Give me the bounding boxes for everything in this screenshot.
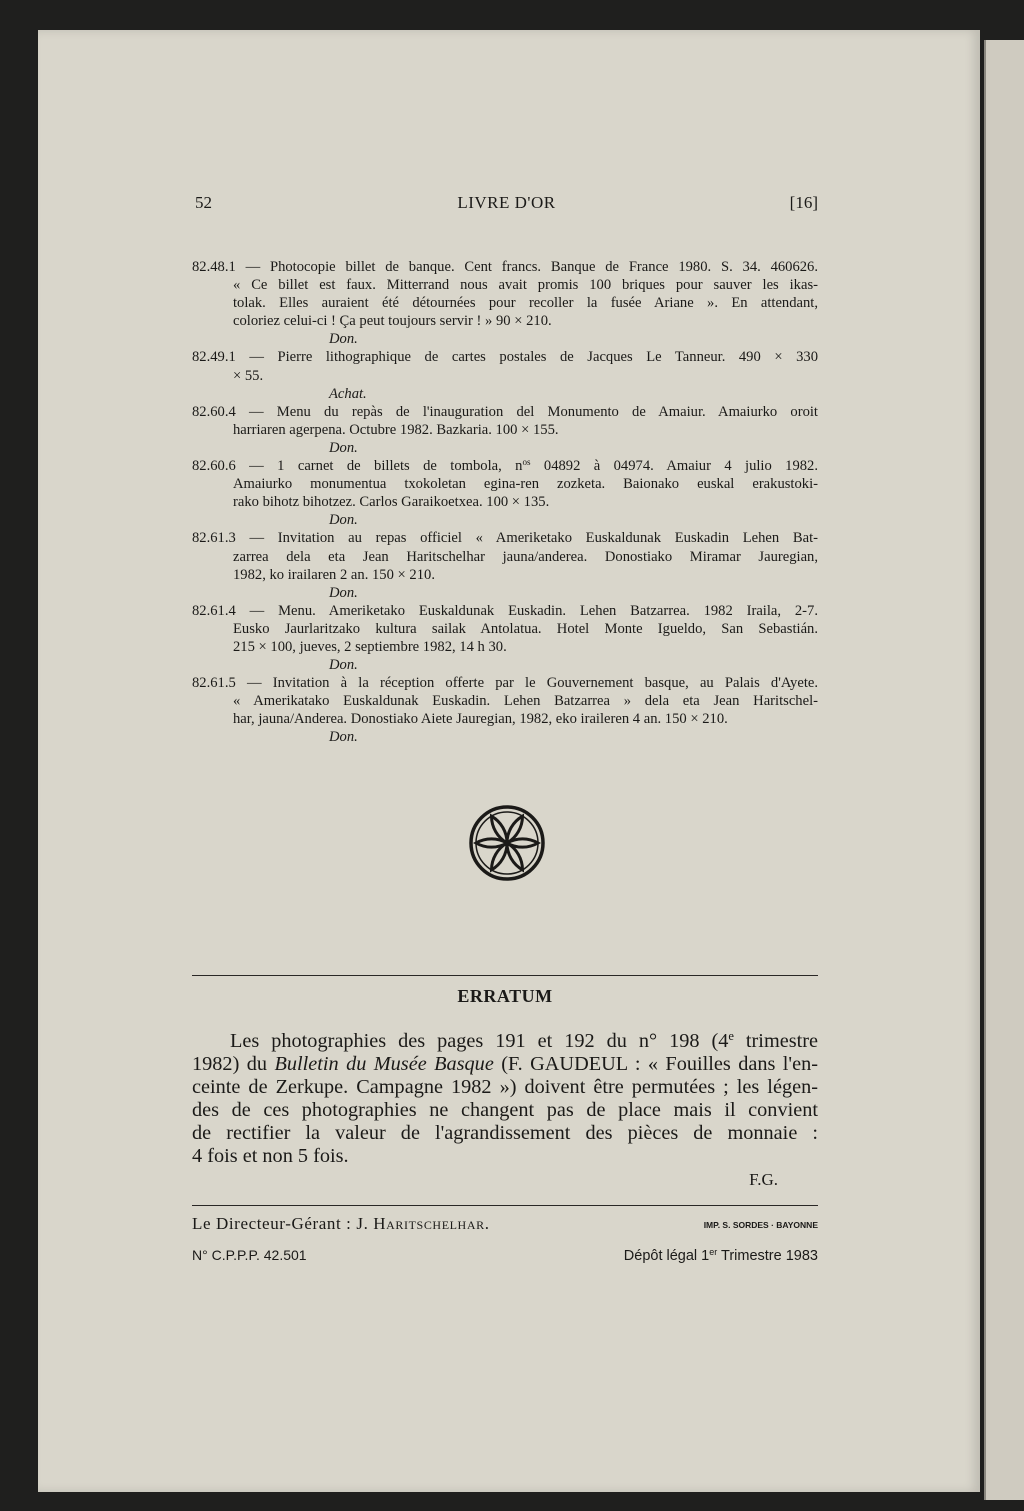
running-header [195, 193, 818, 215]
catalog-entry [192, 529, 818, 601]
page-number: 52 [195, 193, 212, 212]
entry-line [192, 457, 818, 475]
catalog-entries [192, 258, 818, 747]
depot-suffix: Trimestre 1983 [717, 1248, 818, 1264]
footer-divider [192, 1205, 818, 1206]
section-divider [192, 975, 818, 976]
text-segment: 04892 à 04974. Amaiur 4 julio 1982. [530, 458, 818, 475]
text-segment: 1982, ko irailaren 2 an. 150 × 210. [233, 566, 435, 583]
entry-line [192, 692, 818, 710]
catalog-entry [192, 258, 818, 348]
director-label: Le Directeur-Gérant : J. [192, 1214, 374, 1233]
text-segment: 1982) du [192, 1053, 275, 1075]
text-segment: Amaiurko monumentua txokoletan egina-ren zozketa. Baionako euskal erakustoki- [233, 476, 818, 493]
erratum-line [192, 1053, 818, 1076]
erratum-heading: ERRATUM [457, 986, 553, 1006]
printer-credit: IMP. S. SORDES · BAYONNE [703, 1220, 818, 1230]
depot-prefix: Dépôt légal 1 [623, 1248, 710, 1264]
text-segment: tolak. Elles auraient été détournées pour recoller la fusée Ariane ». En attendant, [233, 295, 818, 312]
director-name: Haritschelhar. [373, 1214, 490, 1233]
entry-line [192, 475, 818, 493]
entry-line [192, 421, 818, 439]
entry-source: Don. [329, 657, 358, 674]
entry-source: Don. [329, 331, 358, 348]
text-segment: rako bihotz bihotzez. Carlos Garaikoetxea. 100 × 135. [233, 494, 550, 511]
entry-line [192, 348, 818, 366]
text-segment: 82.49.1 — Pierre lithographique de cartes postales de Jacques Le Tanneur. 490 × 330 [192, 349, 818, 366]
superscript: os [522, 457, 531, 468]
text-segment: har, jauna/Anderea. Donostiako Aiete Jauregian, 1982, eko iraileren 4 an. 150 × 210. [233, 711, 728, 728]
text-segment: coloriez celui-ci ! Ça peut toujours servir ! » 90 × 210. [233, 313, 552, 330]
entry-line [192, 529, 818, 547]
text-segment: « Amerikatako Euskaldunak Euskadin. Lehen Batzarrea » dela eta Jean Haritschel- [233, 693, 818, 710]
entry-line [192, 602, 818, 620]
text-segment: (F. GAUDEUL : « Fouilles dans l'en- [493, 1053, 818, 1075]
entry-line [192, 566, 818, 584]
catalog-entry [192, 457, 818, 529]
entry-source: Don. [329, 512, 358, 529]
section-number: [16] [789, 193, 818, 212]
entry-line [192, 403, 818, 421]
erratum-text [192, 1030, 818, 1168]
entry-source: Don. [329, 729, 358, 746]
text-segment: 82.61.4 — Menu. Ameriketako Euskaldunak Euskadin. Lehen Batzarrea. 1982 Iraila, 2-7. [192, 602, 818, 619]
italic-title: Bulletin du Musée Basque [274, 1053, 494, 1075]
erratum-line [192, 1122, 818, 1145]
entry-line [192, 276, 818, 294]
cppp-number: N° C.P.P.P. 42.501 [192, 1247, 307, 1263]
entry-line [192, 710, 818, 728]
erratum-line [192, 1030, 818, 1053]
text-segment: 4 fois et non 5 fois. [192, 1145, 349, 1167]
superscript: e [728, 1029, 734, 1044]
catalog-entry [192, 348, 818, 402]
text-segment: 82.60.6 — 1 carnet de billets de tombola, n [192, 458, 523, 475]
text-segment: harriaren agerpena. Octubre 1982. Bazkaria. 100 × 155. [233, 421, 559, 438]
director-line [192, 1214, 490, 1234]
text-segment: « Ce billet est faux. Mitterrand nous avait promis 100 briques pour sauver les ikas- [233, 277, 818, 294]
text-segment: 82.61.3 — Invitation au repas officiel « Ameriketako Euskaldunak Euskadin Lehen Bat- [192, 530, 818, 547]
adjacent-page-edge [984, 40, 1024, 1500]
entry-line [192, 493, 818, 511]
text-segment: 82.48.1 — Photocopie billet de banque. Cent francs. Banque de France 1980. S. 34. 460626. [192, 259, 818, 275]
entry-line [192, 638, 818, 656]
text-segment: × 55. [233, 367, 264, 384]
legal-deposit [540, 1248, 818, 1264]
entry-line [192, 367, 818, 385]
entry-line [192, 294, 818, 312]
rosette-ornament-icon [467, 803, 547, 883]
erratum-line [192, 1076, 818, 1099]
text-segment: des de ces photographies ne changent pas de place mais il convient [192, 1099, 818, 1121]
catalog-entry [192, 602, 818, 674]
text-segment: trimestre [733, 1030, 818, 1052]
entry-source: Don. [329, 584, 358, 601]
entry-line [192, 312, 818, 330]
document-page [38, 30, 980, 1492]
text-segment: zarrea dela eta Jean Haritschelhar jauna/anderea. Donostiako Miramar Jauregian, [233, 548, 818, 565]
catalog-entry [192, 403, 818, 457]
running-title: LIVRE D'OR [457, 193, 556, 212]
erratum-line [192, 1099, 818, 1122]
entry-line [192, 548, 818, 566]
catalog-entry [192, 674, 818, 746]
entry-source: Achat. [329, 385, 367, 402]
entry-source: Don. [329, 439, 358, 456]
entry-line [192, 674, 818, 692]
text-segment: ceinte de Zerkupe. Campagne 1982 ») doivent être permutées ; les légen- [192, 1076, 818, 1098]
text-segment: de rectifier la valeur de l'agrandissement des pièces de monnaie : [192, 1122, 818, 1144]
text-segment: Les photographies des pages 191 et 192 du n° 198 (4 [230, 1030, 729, 1052]
text-segment: 82.60.4 — Menu du repàs de l'inauguration del Monumento de Amaiur. Amaiurko oroit [192, 403, 818, 420]
entry-line [192, 258, 818, 276]
erratum-line [192, 1145, 818, 1168]
erratum-signature: F.G. [749, 1170, 778, 1189]
entry-line [192, 620, 818, 638]
depot-ordinal: er [709, 1247, 718, 1258]
text-segment: 215 × 100, jueves, 2 septiembre 1982, 14 h 30. [233, 638, 507, 655]
text-segment: 82.61.5 — Invitation à la réception offerte par le Gouvernement basque, au Palais d'Ayete. [192, 675, 818, 692]
text-segment: Eusko Jaurlaritzako kultura sailak Antolatua. Hotel Monte Igueldo, San Sebastián. [233, 620, 818, 637]
